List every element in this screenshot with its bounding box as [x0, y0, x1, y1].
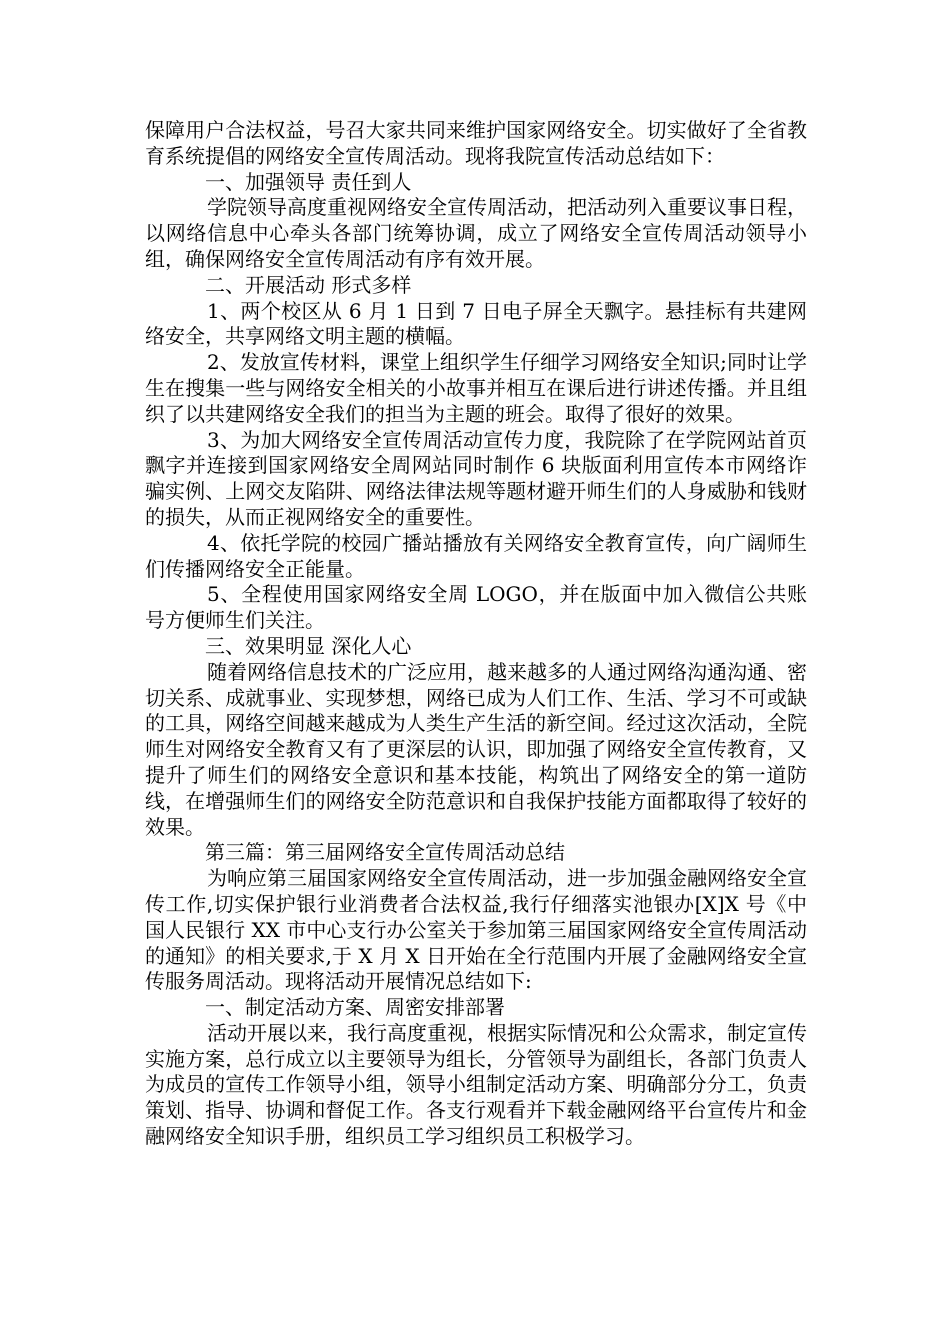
paragraph-item-4: 4、依托学院的校园广播站播放有关网络安全教育宣传，向广阔师生们传播网络安全正能量。: [145, 530, 807, 581]
paragraph-item-5: 5、全程使用国家网络安全周 LOGO，并在版面中加入微信公共账号方便师生们关注。: [145, 582, 807, 633]
paragraph-plan: 活动开展以来，我行高度重视，根据实际情况和公众需求，制定宣传实施方案，总行成立以主要领导为组长，分管领导为副组长，各部门负责人为成员的宣传工作领导小组，领导小组制定活动方案、明确部分分工，负责策划、指导、协调和督促工作。各支行观看并下载金融网络平台宣传片和金融网络安全知识手册，组织员工学习组织员工积极学习。: [145, 1020, 807, 1149]
heading-section-3: 三、效果明显 深化人心: [205, 633, 412, 658]
paragraph-response: 为响应第三届国家网络安全宣传周活动，进一步加强金融网络安全宣传工作,切实保护银行业消费者合法权益,我行仔细落实池银办[X]X 号《中国人民银行 XX 市中心支行办公室关于参加第三届国家网络安全宣传周活动的通知》的相关要求,于 X 月 X 日开始在全行范围内开展了金融网络安全宣传服务周活动。现将活动开展情况总结如下:: [145, 866, 807, 994]
paragraph-effects: 随着网络信息技术的广泛应用，越来越多的人通过网络沟通沟通、密切关系、成就事业、实现梦想，网络已成为人们工作、生活、学习不可或缺的工具，网络空间越来越成为人类生产生活的新空间。经过这次活动，全院师生对网络安全教育又有了更深层的认识，即加强了网络安全宣传教育，又提升了师生们的网络安全意识和基本技能，构筑出了网络安全的第一道防线，在增强师生们的网络安全防范意识和自我保护技能方面都取得了较好的效果。: [145, 659, 807, 839]
paragraph-intro: 保障用户合法权益，号召大家共同来维护国家网络安全。切实做好了全省教育系统提倡的网络安全宣传周活动。现将我院宣传活动总结如下：: [145, 118, 807, 168]
paragraph-item-2: 2、发放宣传材料，课堂上组织学生仔细学习网络安全知识;同时让学生在搜集一些与网络安全相关的小故事并相互在课后进行讲述传播。并且组织了以共建网络安全我们的担当为主题的班会。取得了很好的效果。: [145, 350, 807, 426]
heading-section-1: 一、加强领导 责任到人: [205, 169, 412, 194]
heading-section-2: 二、开展活动 形式多样: [205, 272, 412, 297]
heading-part-3: 第三篇：第三届网络安全宣传周活动总结: [205, 840, 565, 865]
paragraph-item-1: 1、两个校区从 6 月 1 日到 7 日电子屏全天飘字。悬挂标有共建网络安全，共享网络文明主题的横幅。: [145, 298, 807, 349]
document-page: [145, 118, 807, 1150]
paragraph-leadership: 学院领导高度重视网络安全宣传周活动，把活动列入重要议事日程，以网络信息中心牵头各部门统筹协调，成立了网络安全宣传周活动领导小组，确保网络安全宣传周活动有序有效开展。: [145, 195, 807, 271]
paragraph-item-3: 3、为加大网络安全宣传周活动宣传力度，我院除了在学院网站首页飘字并连接到国家网络安全周网站同时制作 6 块版面利用宣传本市网络诈骗实例、上网交友陷阱、网络法律法规等题材避开师生们的人身威胁和钱财的损失，从而正视网络安全的重要性。: [145, 427, 807, 529]
heading-plan: 一、制定活动方案、周密安排部署: [205, 995, 505, 1020]
